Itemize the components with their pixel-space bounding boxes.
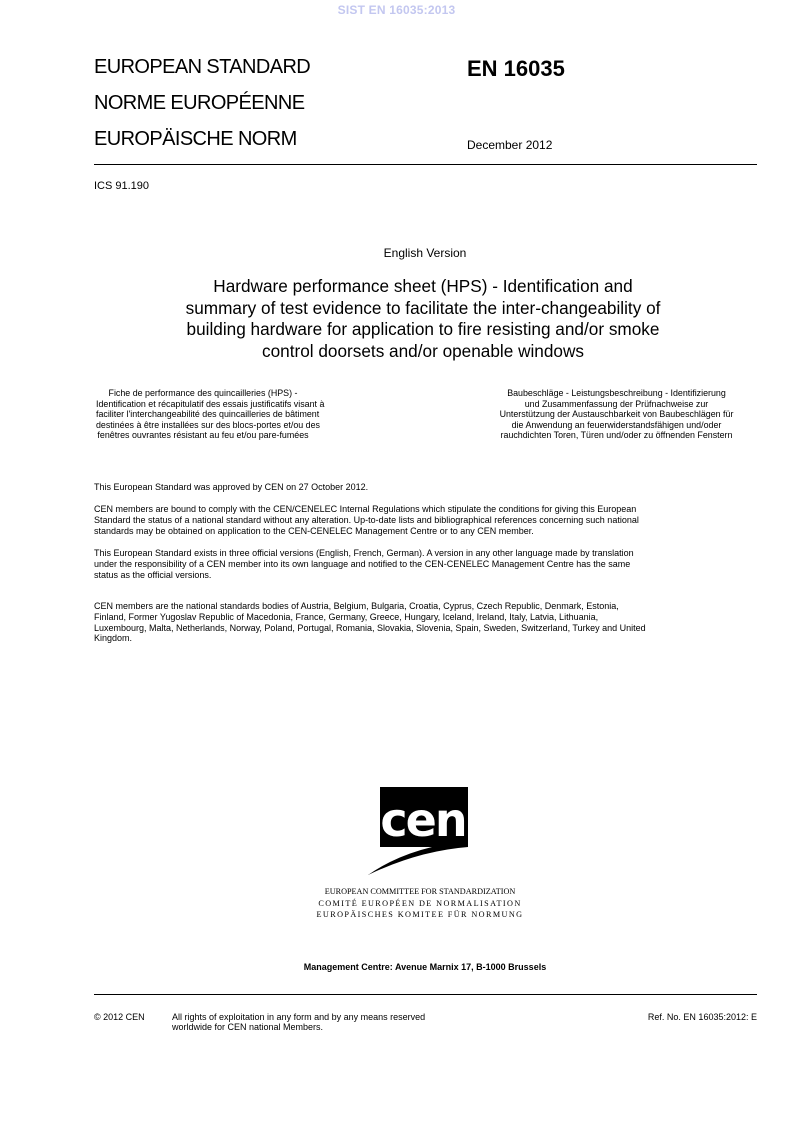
rights-line: worldwide for CEN national Members. [172,1022,324,1032]
regulations-paragraph [94,504,759,536]
german-title-line: die Anwendung an feuerwiderstandsfähigen und/oder [511,419,722,430]
publication-date: December 2012 [467,138,553,152]
german-title-line: Unterstützung der Austauschbarkeit von Baubeschlägen für [499,409,734,420]
rights-line: All rights of exploitation in any form and by any means reserved [172,1012,426,1022]
french-title-line: Fiche de performance des quincailleries (HPS) - [108,388,298,398]
watermark: SIST EN 16035:2013 [337,3,456,17]
paragraph-line: under the responsibility of a CEN member into its own language and notified to the CEN-CENELEC Management Centre has the same [94,558,631,569]
org-name-en: EUROPEAN COMMITTEE FOR STANDARDIZATION [324,887,516,896]
footer-divider [94,994,757,995]
french-title-line: faciliter l'interchangeabilité des quincailleries de bâtiment [96,409,320,420]
versions-paragraph [94,548,759,580]
german-title-line: und Zusammenfassung der Prüfnachweise zur [524,398,709,409]
approval-paragraph [94,482,759,493]
german-title-line: Baubeschläge - Leistungsbeschreibung - Identifizierung [507,388,726,398]
copyright: © 2012 CEN [94,1012,145,1022]
title-line: control doorsets and/or openable windows [262,340,584,361]
org-name-fr: COMITÉ EUROPÉEN DE NORMALISATION [318,898,522,908]
document-title [140,276,706,362]
language-version: English Version [383,246,467,260]
org-name-de: EUROPÄISCHES KOMITEE FÜR NORMUNG [316,910,524,919]
paragraph-line: CEN members are bound to comply with the CEN/CENELEC Internal Regulations which stipulate the conditions for giving this European [94,504,637,514]
rights-statement [172,1012,425,1032]
title-line: building hardware for application to fire resisting and/or smoke [186,319,660,339]
reference-number: Ref. No. EN 16035:2012: E [647,1012,757,1022]
french-title-line: Identification et récapitulatif des essais justificatifs visant à [96,398,325,409]
paragraph-line: Kingdom. [94,633,133,644]
standard-name-en: EUROPEAN STANDARD [94,56,311,78]
paragraph-line: Luxembourg, Malta, Netherlands, Norway, Poland, Portugal, Romania, Slovakia, Slovenia, Spain, Sweden, Switzerland, Turkey and United [94,622,646,633]
title-line: Hardware performance sheet (HPS) - Identification and [213,276,633,296]
paragraph-line: Standard the status of a national standard without any alteration. Up-to-date lists and bibliographical references concerning such national [94,514,639,525]
french-title-line: destinées à être installées sur des blocs-portes et/ou des [96,419,320,430]
standard-number: EN 16035 [467,56,565,81]
german-title [475,388,758,441]
cen-organization-names [0,886,793,921]
paragraph-line: This European Standard exists in three official versions (English, French, German). A version in any other language made by translation [94,548,634,558]
paragraph-line: standards may be obtained on application to the CEN-CENELEC Management Centre or to any CEN member. [94,525,534,536]
standard-name-fr: NORME EUROPÉENNE [94,92,305,114]
french-title [96,388,325,441]
cen-logo [368,787,472,882]
title-line: summary of test evidence to facilitate the inter-changeability of [185,297,661,318]
paragraph-line: This European Standard was approved by CEN on 27 October 2012. [94,482,369,492]
paragraph-line: status as the official versions. [94,569,212,580]
members-paragraph [94,601,759,644]
header-divider [94,164,757,165]
french-title-line: fenêtres ouvrantes résistant au feu et/ou pare-fumées [97,430,309,441]
standard-name-de: EUROPÄISCHE NORM [94,128,297,150]
management-centre-address: Management Centre: Avenue Marnix 17, B-1000 Brussels [303,962,547,972]
paragraph-line: CEN members are the national standards bodies of Austria, Belgium, Bulgaria, Croatia, Cyprus, Czech Republic, Denmark, Estonia, [94,601,619,611]
german-title-line: rauchdichten Toren, Türen und/oder zu öffnenden Fenstern [500,430,733,441]
paragraph-line: Finland, Former Yugoslav Republic of Macedonia, France, Germany, Greece, Hungary, Iceland, Ireland, Italy, Latvia, Lithuania, [94,611,599,622]
svg-text:cen: cen [380,793,466,847]
ics-code: ICS 91.190 [94,180,150,192]
